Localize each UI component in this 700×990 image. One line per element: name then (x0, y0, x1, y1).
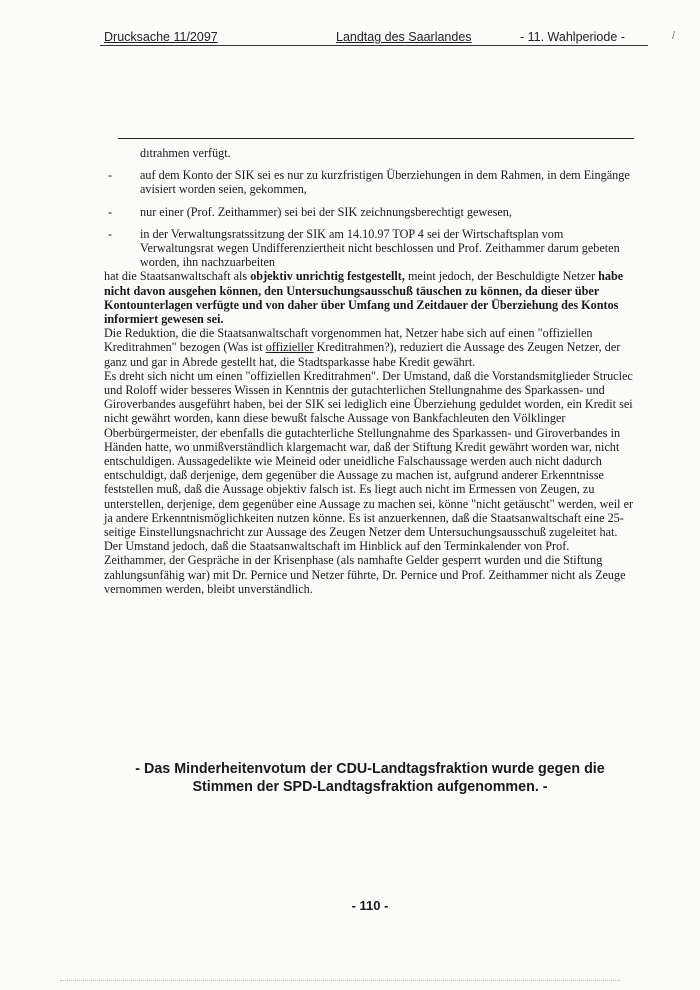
section-rule (118, 138, 634, 139)
list-item-text: nur einer (Prof. Zeithammer) sei bei der SIK zeichnungsberechtigt gewesen, (140, 204, 512, 219)
list-item-text: auf dem Konto der SIK sei es nur zu kurzfristigen Überziehungen in dem Rahmen, in dem Eingänge avisiert worden seien, gekommen, (140, 168, 630, 197)
header-rule (100, 45, 648, 46)
page-header (100, 26, 648, 48)
body-text (104, 146, 634, 596)
page-number: - 110 - (351, 898, 389, 913)
paragraph-finding (104, 269, 634, 326)
paragraph-text: Kreditrahmen?), reduziert die Aussage des Zeugen Netzer, der ganz und gar in Abrede gestellt hat, die Stadtsparkasse habe Kredit gewährt. (104, 340, 621, 369)
list-item (104, 227, 634, 270)
paragraph-text: Die Reduktion, die die Staatsanwaltschaft vorgenommen hat, Netzer habe sich auf einen "offiziellen Kreditrahmen" bezogen (Was ist (104, 326, 593, 355)
underlined-text: offizieller (265, 340, 314, 355)
bold-text: objektiv unrichtig festgestellt, (250, 269, 405, 284)
legislative-period: - 11. Wahlperiode - (520, 30, 625, 44)
scan-artifact-line (60, 980, 620, 981)
list-item (104, 168, 634, 196)
continuation-line: dıtrahmen verfügt. (140, 146, 231, 160)
summary-line: - Das Minderheitenvotum der CDU-Landtagsfraktion wurde gegen die (135, 761, 605, 777)
parliament-name: Landtag des Saarlandes (336, 30, 472, 44)
list-item (104, 205, 634, 219)
bold-text: habe nicht davon ausgehen können, den Untersuchungsausschuß täuschen zu können, da dieser über Kontounterlagen verfügte und von daher über Umfang und Zeitdauer der Überziehung des Kontos informiert gewesen sei. (104, 269, 624, 327)
corner-mark: / (672, 30, 676, 42)
summary-line: Stimmen der SPD-Landtagsfraktion aufgenommen. - (192, 779, 548, 795)
bullet-dash: - (108, 226, 113, 241)
paragraph-text: meint jedoch, der Beschuldigte Netzer (404, 269, 599, 284)
paragraph-reduction (104, 326, 634, 369)
paragraph-text: hat die Staatsanwaltschaft als (104, 269, 251, 284)
list-item-text: in der Verwaltungsratssitzung der SIK am 14.10.97 TOP 4 sei der Wirtschaftsplan vom Verwaltungsrat wegen Undifferenziertheit nicht beschlossen und Prof. Zeithammer darum gebeten worden, ihn nachzuarbeiten (140, 226, 620, 270)
bullet-dash: - (108, 168, 113, 183)
document-number: Drucksache 11/2097 (104, 30, 218, 44)
paragraph-argument: Es dreht sich nicht um einen "offiziellen Kreditrahmen". Der Umstand, daß die Vorstandsmitglieder Struclec und Roloff wider besseres Wissen in Kenntnis der gutachterlichen Stellungnahme des Sparkassen- und Giroverbandes ausgeführt haben, bei der SIK sei lediglich eine Überziehung geduldet worden, ein Kredit sei nicht gewährt worden, kann diese bewußt falsche Aussage von Bankfachleuten den Völklinger Oberbürgermeister, der ebenfalls die gutachterliche Stellungnahme des Sparkassen- und Giroverbandes in Händen hatte, wo unmißverständlich klargemacht war, daß der Stiftung Kredit gewährt worden war, nicht entschuldigen. Aussagedelikte wie Meineid oder uneidliche Falschaussage werden auch nicht dadurch entschuldigt, daß derjenige, dem gegenüber die Aussage zu machen ist, aufgrund anderer Erkenntnisse feststellen muß, daß die Aussage objektiv falsch ist. Es liegt auch nicht im Ermessen von Zeugen, zu unterstellen, derjenige, dem gegenüber eine Aussage zu machen sei, könne "nicht getäuscht" werden, weil er ja andere Erkenntnismöglichkeiten nutzen könne. Es ist anzuerkennen, daß die Staatsanwaltschaft eine 25-seitige Einstellungsnachricht zur Aussage des Zeugen Netzer dem Untersuchungsausschuß zugeleitet hat. Der Umstand jedoch, daß die Staatsanwaltschaft im Hinblick auf den Terminkalender von Prof. Zeithammer, der Gespräche in der Krisenphase (als namhafte Gelder gesperrt wurden und die Stiftung zahlungsunfähig war) mit Dr. Pernice und Netzer führte, Dr. Pernice und Prof. Zeithammer nicht als Zeuge vernommen werden, bleibt unverständlich. (104, 368, 634, 596)
bullet-dash: - (108, 204, 113, 219)
vote-summary (100, 760, 640, 796)
